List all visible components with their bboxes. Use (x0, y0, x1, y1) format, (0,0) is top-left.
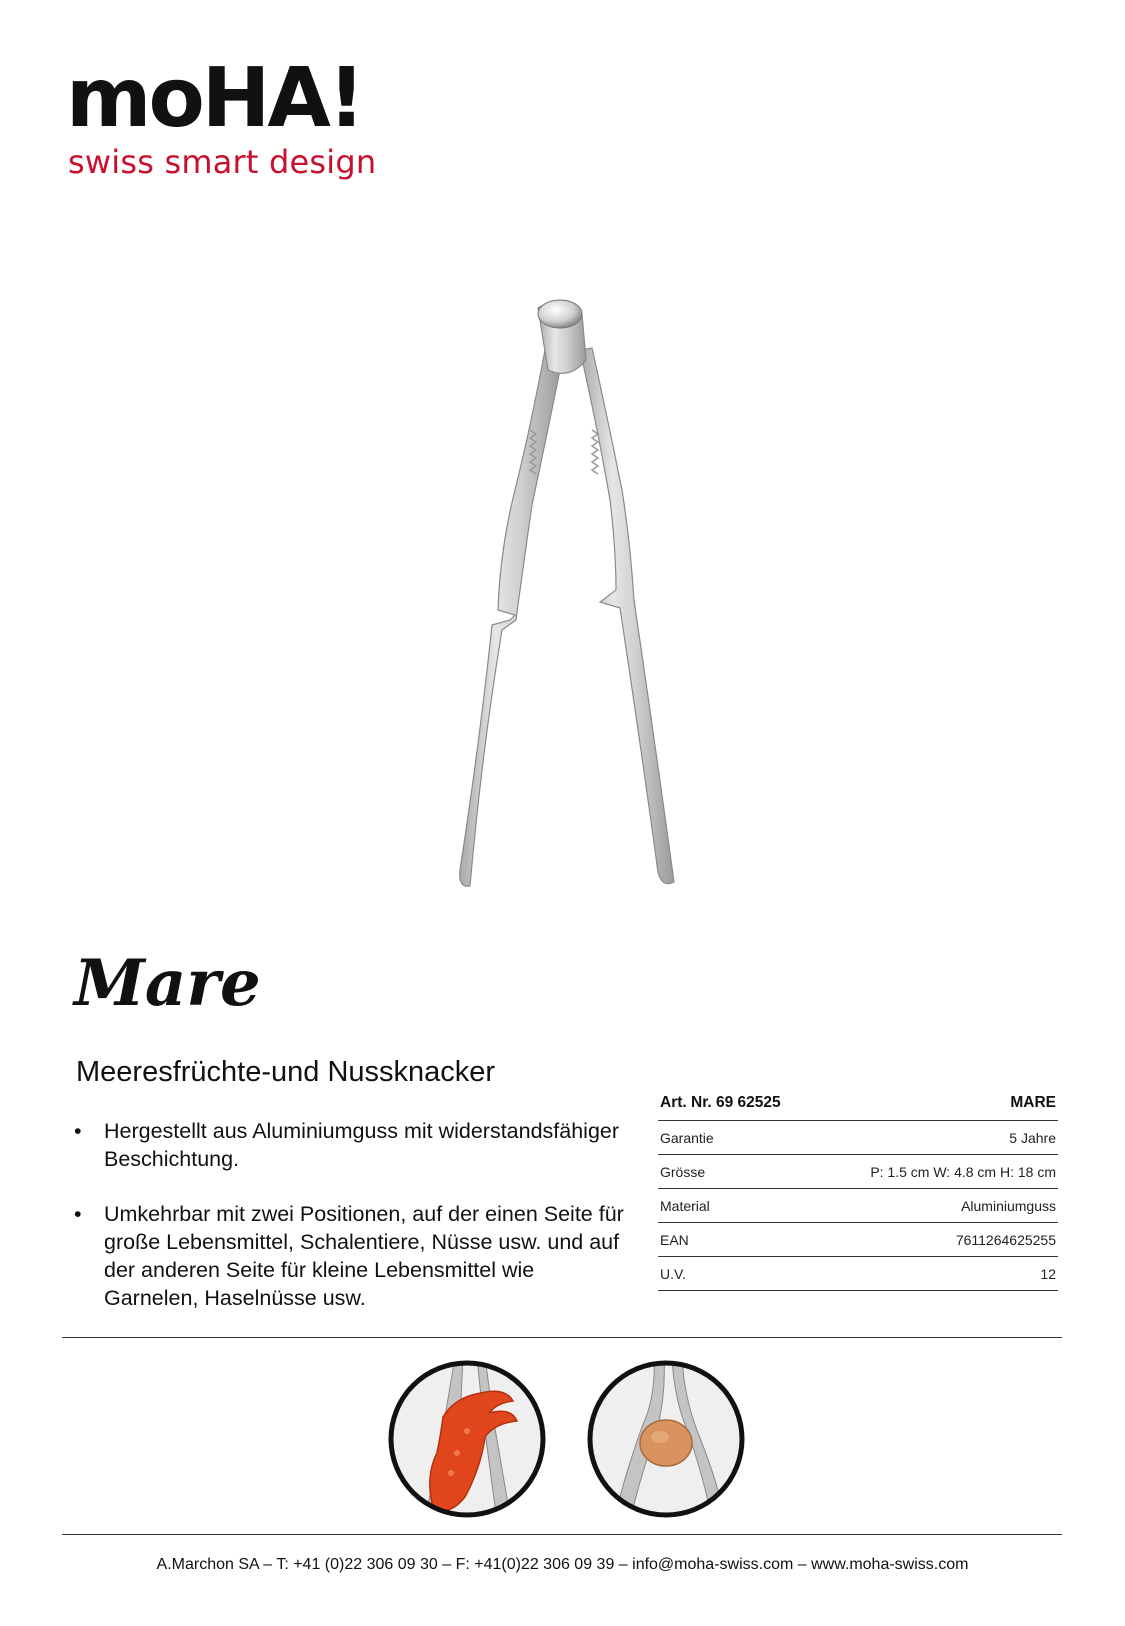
spec-value: Aluminiumguss (817, 1189, 1058, 1223)
spec-label: Grösse (658, 1155, 817, 1189)
article-number: Art. Nr. 69 62525 (658, 1086, 817, 1121)
feature-item (74, 1117, 634, 1173)
spec-value: 5 Jahre (817, 1121, 1058, 1155)
product-code: MARE (817, 1086, 1058, 1121)
spec-header-row (658, 1086, 1058, 1121)
product-name: Mare (74, 946, 261, 1021)
footer-contact: A.Marchon SA – T: +41 (0)22 306 09 30 – F: +41(0)22 306 09 39 – info@moha-swiss.com – www.moha-swiss.com (156, 1556, 969, 1573)
lobster-claw-illustration-icon (385, 1357, 549, 1521)
spec-label: Garantie (658, 1121, 817, 1155)
spec-row (658, 1257, 1058, 1291)
feature-item (74, 1200, 634, 1312)
feature-list (74, 1117, 634, 1312)
spec-value: P: 1.5 cm W: 4.8 cm H: 18 cm (817, 1155, 1058, 1189)
brand-tagline: swiss smart design (68, 143, 377, 181)
spec-label: Material (658, 1189, 817, 1223)
spec-row (658, 1189, 1058, 1223)
spec-value: 12 (817, 1257, 1058, 1291)
feature-text: Umkehrbar mit zwei Positionen, auf der einen Seite für große Lebensmittel, Schalentiere, Nüsse usw. und auf der anderen Seite für kleine Lebensmittel wie Garnelen, Haselnüsse usw. (104, 1202, 624, 1310)
spec-row (658, 1155, 1058, 1189)
brand-logo: moHA! (66, 51, 363, 146)
product-subtitle: Meeresfrüchte-und Nussknacker (76, 1056, 496, 1088)
spec-label: U.V. (658, 1257, 817, 1291)
spec-row (658, 1121, 1058, 1155)
spec-value: 7611264625255 (817, 1223, 1058, 1257)
spec-row (658, 1223, 1058, 1257)
spec-table (658, 1086, 1058, 1291)
feature-text: Hergestellt aus Aluminiumguss mit widerstandsfähiger Beschichtung. (104, 1119, 620, 1171)
divider (62, 1534, 1062, 1535)
nutcracker-product-image (420, 290, 720, 930)
bullet-icon: • (74, 1202, 82, 1226)
nut-illustration-icon (584, 1357, 748, 1521)
spec-label: EAN (658, 1223, 817, 1257)
divider (62, 1337, 1062, 1338)
bullet-icon: • (74, 1119, 82, 1143)
